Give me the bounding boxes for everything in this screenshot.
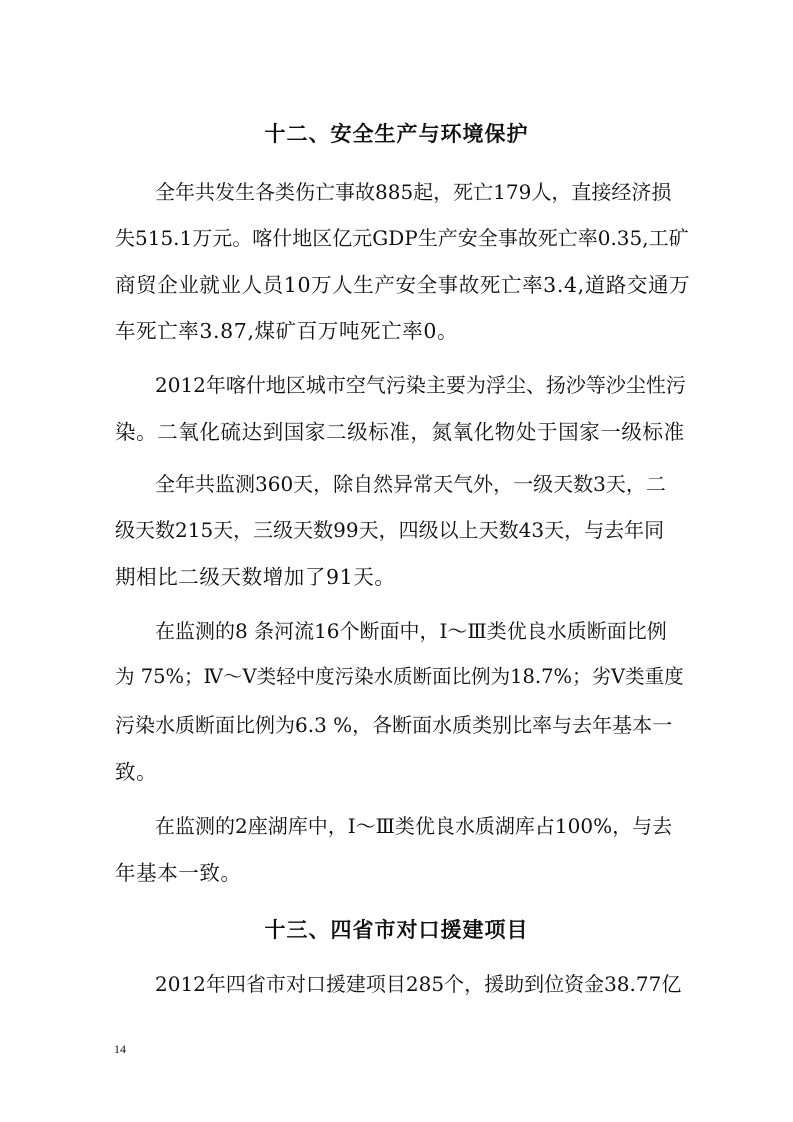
section-heading: 十二、安全生产与环境保护 xyxy=(264,122,529,146)
paragraph-line: 年基本一致。 xyxy=(115,861,242,885)
paragraph-line: 级天数215天，三级天数99天，四级以上天数43天，与去年同 xyxy=(115,518,665,542)
paragraph-line: 期相比二级天数增加了91天。 xyxy=(115,565,396,589)
paragraph-line: 在监测的8 条河流16个断面中，Ⅰ～Ⅲ类优良水质断面比例 xyxy=(155,619,667,643)
paragraph-line: 染。二氧化硫达到国家二级标准，氮氧化物处于国家一级标准 xyxy=(115,420,685,444)
section-heading: 十三、四省市对口援建项目 xyxy=(264,918,529,942)
paragraph-line: 致。 xyxy=(115,760,158,784)
paragraph-line: 全年共监测360天，除自然异常天气外，一级天数3天，二 xyxy=(155,472,666,496)
paragraph-line: 2012年喀什地区城市空气污染主要为浮尘、扬沙等沙尘性污 xyxy=(155,373,686,397)
paragraph-line: 全年共发生各类伤亡事故885起，死亡179人，直接经济损 xyxy=(155,180,672,204)
paragraph-line: 商贸企业就业人员10万人生产安全事故死亡率3.4,道路交通万 xyxy=(115,273,691,297)
paragraph-line: 为 75%；Ⅳ～Ⅴ类轻中度污染水质断面比例为18.7%；劣Ⅴ类重度 xyxy=(115,665,684,688)
page-number: 14 xyxy=(114,1042,126,1056)
paragraph-line: 车死亡率3.87,煤矿百万吨死亡率0。 xyxy=(115,319,459,343)
paragraph-line: 污染水质断面比例为6.3 %，各断面水质类别比率与去年基本一 xyxy=(115,713,673,737)
paragraph-line: 失515.1万元。喀什地区亿元GDP生产安全事故死亡率0.35,工矿 xyxy=(115,226,689,250)
paragraph-line: 2012年四省市对口援建项目285个，援助到位资金38.77亿 xyxy=(155,972,682,996)
paragraph-line: 在监测的2座湖库中，Ⅰ～Ⅲ类优良水质湖库占100%，与去 xyxy=(155,814,673,838)
